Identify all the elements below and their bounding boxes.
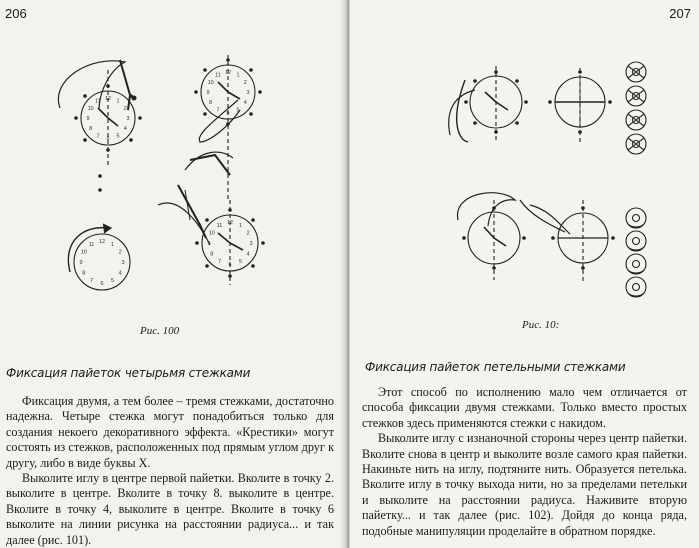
clock-number: 2 bbox=[243, 80, 247, 86]
body-text bbox=[362, 385, 687, 539]
clock-number: 10 bbox=[207, 80, 214, 86]
clock-number: 11 bbox=[88, 241, 95, 248]
clock-number: 11 bbox=[95, 98, 101, 105]
clock-number: 5 bbox=[238, 259, 243, 266]
figure-caption: Рис. 10: bbox=[522, 319, 560, 331]
clock-number: 6 bbox=[106, 136, 110, 142]
clock-number: 1 bbox=[238, 222, 243, 229]
clock-number: 7 bbox=[216, 107, 220, 114]
clock-number: 2 bbox=[246, 230, 250, 237]
clock-number: 6 bbox=[228, 262, 232, 268]
clock-number: 12 bbox=[104, 96, 112, 102]
clock-number: 9 bbox=[86, 116, 90, 122]
clock-number: 12 bbox=[224, 70, 232, 76]
clock-number: 8 bbox=[89, 126, 93, 132]
sequin-column-bottom bbox=[626, 208, 646, 297]
clock-number: 4 bbox=[118, 270, 122, 277]
sequin-diagram-4 bbox=[68, 224, 130, 290]
clock-number: 8 bbox=[209, 100, 213, 106]
left-page bbox=[0, 0, 346, 548]
right-page bbox=[350, 0, 699, 548]
sequin-diagram-1 bbox=[58, 60, 136, 165]
clock-number: 9 bbox=[79, 260, 83, 266]
clock-number: 7 bbox=[96, 133, 100, 140]
sequin-row-top bbox=[449, 66, 605, 145]
clock-number: 5 bbox=[236, 107, 240, 114]
right-page-number: 207 bbox=[669, 6, 691, 21]
section-title: Фиксация пайеток четырьмя стежками bbox=[6, 366, 251, 380]
clock-number: 10 bbox=[208, 230, 215, 237]
clock-number: 9 bbox=[206, 90, 210, 96]
clock-number: 3 bbox=[121, 260, 125, 266]
clock-number: 12 bbox=[226, 220, 234, 226]
clock-number: 4 bbox=[123, 126, 127, 132]
clock-number: 6 bbox=[100, 281, 104, 287]
clock-number: 2 bbox=[118, 249, 122, 256]
clock-number: 9 bbox=[207, 241, 211, 247]
clock-number: 12 bbox=[98, 239, 106, 245]
left-page-number: 206 bbox=[5, 6, 27, 21]
clock-number: 3 bbox=[126, 116, 130, 122]
clock-number: 7 bbox=[217, 259, 222, 266]
sequin-column-top bbox=[626, 62, 646, 154]
paragraph: Фиксация двумя, а тем более – тремя стежками, достаточно надежна. Четыре стежка могут понадобиться только для создания некоего декоративного эффекта. «Крестики» могут состоять из стежков, расположенных под прямым углом друг к другу, либо в виде буквы X. bbox=[6, 394, 334, 470]
clock-number: 4 bbox=[243, 100, 247, 106]
figure-100 bbox=[0, 0, 346, 320]
clock-number: 11 bbox=[215, 72, 221, 79]
clock-number: 1 bbox=[116, 98, 120, 105]
clock-number: 8 bbox=[82, 270, 86, 277]
clock-number: 10 bbox=[87, 106, 94, 112]
paragraph: Выколите иглу в центре первой пайетки. Вколите в точку 2. выколите в центре. Вколите в точку 8. выколите в центре. Вколите в точку 4, выколите в центре. Вколите в точку 6 выколите на линии рисунка на расстоянии радиуса... и так далее (рис. 101). bbox=[6, 471, 334, 547]
section-title: Фиксация пайеток петельными стежками bbox=[365, 360, 626, 374]
paragraph: Выколите иглу с изнаночной стороны через центр пайетки. Вколите снова в центр и выколите возле самого края пайетки. Накиньте нить на иглу, подтяните нить. Образуется петелька. Вколите иглу в точку выхода нити, но за пределами петельки и выколите на расстоянии радиуса. Наживите вторую пайетку... и так далее (рис. 102). Дойдя до конца ряда, подобные манипуляции проделайте в обратном порядке. bbox=[362, 431, 687, 538]
clock-number: 3 bbox=[246, 90, 250, 96]
clock-number: 4 bbox=[246, 251, 250, 258]
clock-number: 10 bbox=[80, 249, 87, 256]
body-text bbox=[6, 394, 334, 548]
sequin-row-bottom bbox=[457, 193, 608, 282]
clock-number: 3 bbox=[249, 241, 253, 247]
figure-102 bbox=[350, 0, 699, 320]
clock-number: 2 bbox=[123, 106, 127, 112]
clock-number: 6 bbox=[226, 110, 230, 116]
clock-number: 1 bbox=[110, 241, 115, 248]
figure-caption: Рис. 100 bbox=[140, 325, 180, 337]
paragraph: Этот способ по исполнению мало чем отличается от способа фиксации двумя стежками. Только вместо простых стежков здесь применяются стежки с накидом. bbox=[362, 385, 687, 430]
clock-number: 5 bbox=[116, 133, 120, 140]
clock-number: 8 bbox=[210, 251, 214, 258]
clock-number: 5 bbox=[110, 278, 115, 285]
clock-number: 11 bbox=[216, 222, 223, 229]
clock-number: 1 bbox=[236, 72, 240, 79]
clock-number: 7 bbox=[89, 278, 94, 285]
